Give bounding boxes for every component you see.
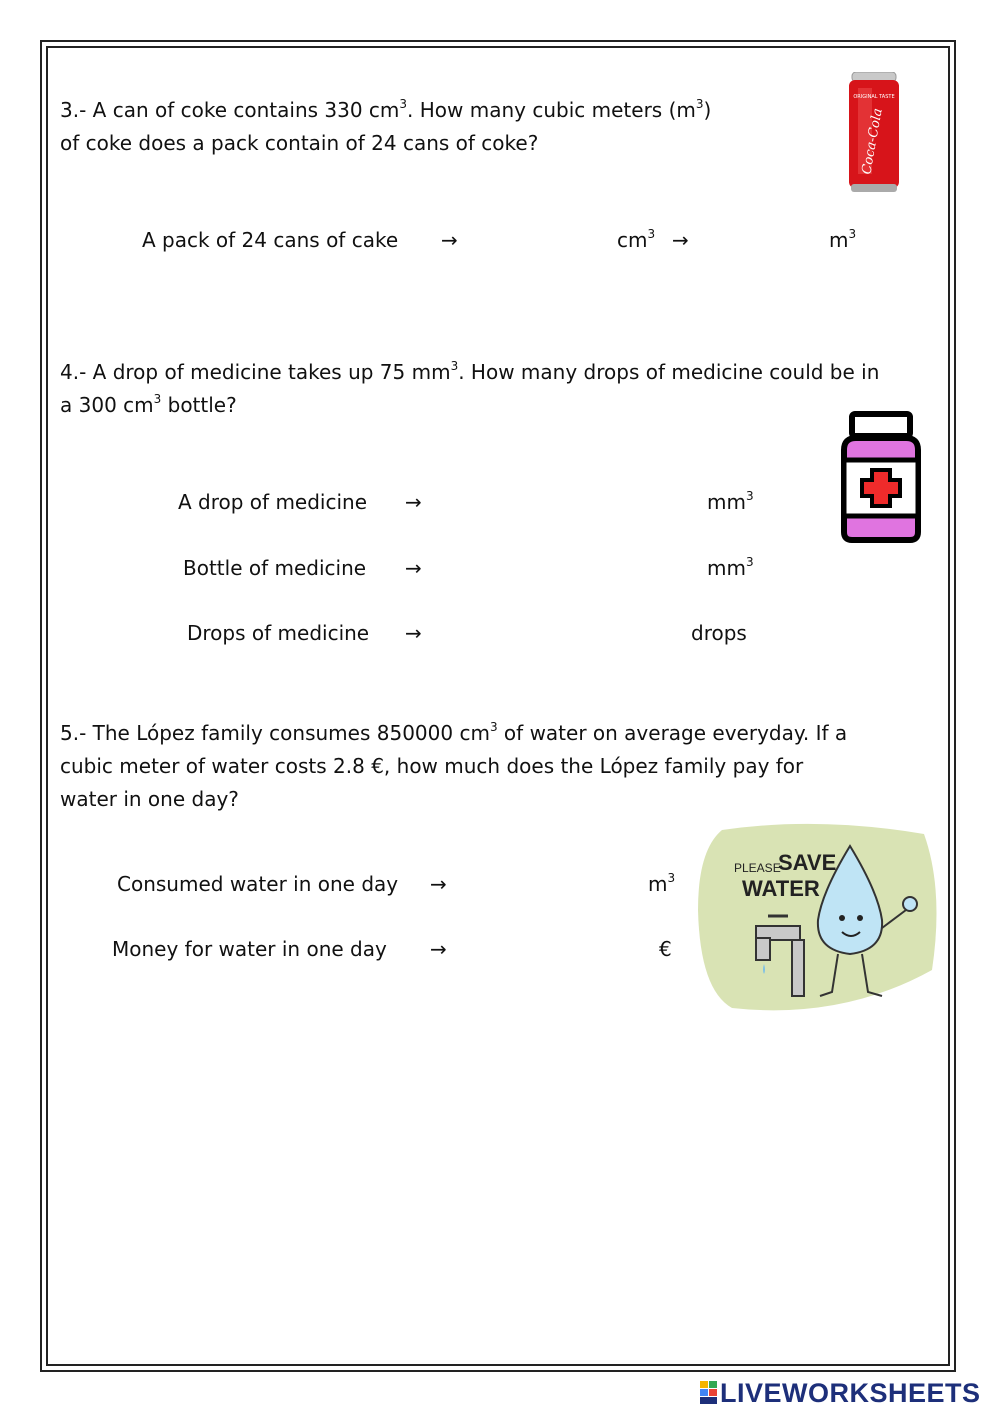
q4-row-3-unit — [691, 621, 747, 645]
q4-line1-b: . How many drops of medicine could be in — [458, 360, 880, 384]
q3-line1-c: ) — [703, 98, 712, 122]
q4-line2-a: a 300 cm — [60, 393, 154, 417]
q3-sup-1: 3 — [399, 97, 408, 111]
q4-row-2-unit-sup: 3 — [745, 555, 754, 569]
save-water-poster — [692, 820, 942, 1018]
q3-unit-2 — [829, 228, 856, 252]
q3-row-label: A pack of 24 cans of cake — [142, 228, 399, 252]
q5-row-2-label: Money for water in one day — [112, 937, 387, 961]
q5-line1-b: of water on average everyday. If a — [497, 721, 848, 745]
q3-unit-1-text: cm — [617, 228, 648, 252]
q4-row-2-unit — [707, 556, 754, 580]
q3-unit-1 — [617, 228, 655, 252]
q5-row-1-arrow: → — [430, 872, 447, 896]
q4-sup-2: 3 — [153, 392, 162, 406]
q4-row-1-arrow: → — [405, 490, 422, 514]
coke-can-label: Coca-Cola — [859, 107, 886, 176]
question-4-text — [60, 356, 950, 422]
liveworksheets-logo-text: LIVEWORKSHEETS — [720, 1378, 981, 1408]
q5-row-2-arrow: → — [430, 937, 447, 961]
q5-row-1-unit-text: m — [648, 872, 668, 896]
q4-row-1-unit-sup: 3 — [745, 489, 754, 503]
poster-water: WATER — [742, 876, 820, 901]
q4-row-2-unit-text: mm — [707, 556, 746, 580]
q4-row-1-unit — [707, 490, 754, 514]
q5-row-2-unit-text: € — [659, 937, 672, 961]
q5-row-2-unit — [659, 937, 672, 961]
q4-row-2-arrow: → — [405, 556, 422, 580]
q4-sup-1: 3 — [450, 359, 459, 373]
q4-line2-b: bottle? — [161, 393, 237, 417]
q5-line3: water in one day? — [60, 787, 239, 811]
svg-text:ORIGINAL TASTE: ORIGINAL TASTE — [853, 94, 895, 100]
q4-row-3-label: Drops of medicine — [187, 621, 370, 645]
liveworksheets-logo-icon — [700, 1381, 718, 1405]
poster-please: PLEASE — [734, 861, 781, 875]
q3-sup-2: 3 — [695, 97, 704, 111]
poster-save: SAVE — [778, 850, 837, 875]
q3-unit-1-sup: 3 — [647, 227, 656, 241]
q4-row-1-unit-text: mm — [707, 490, 746, 514]
question-3-text — [60, 94, 820, 160]
coke-can-icon — [846, 72, 902, 194]
q5-sup-1: 3 — [489, 720, 498, 734]
q3-line1-a: 3.- A can of coke contains 330 cm — [60, 98, 400, 122]
liveworksheets-logo — [700, 1378, 981, 1409]
q4-row-1-label: A drop of medicine — [178, 490, 368, 514]
question-5-text — [60, 717, 950, 816]
q3-unit-2-sup: 3 — [848, 227, 857, 241]
q4-row-3-unit-text: drops — [691, 621, 747, 645]
q3-line2: of coke does a pack contain of 24 cans of coke? — [60, 131, 539, 155]
q4-row-3-arrow: → — [405, 621, 422, 645]
q5-row-1-label: Consumed water in one day — [117, 872, 399, 896]
q5-line1-a: 5.- The López family consumes 850000 cm — [60, 721, 490, 745]
q3-line1-b: . How many cubic meters (m — [407, 98, 696, 122]
q3-arrow-2: → — [672, 228, 689, 252]
q4-row-2-label: Bottle of medicine — [183, 556, 367, 580]
q4-line1-a: 4.- A drop of medicine takes up 75 mm — [60, 360, 451, 384]
q5-row-1-unit — [648, 872, 675, 896]
q5-row-1-unit-sup: 3 — [667, 871, 676, 885]
q3-unit-2-text: m — [829, 228, 849, 252]
q3-arrow-1: → — [441, 228, 458, 252]
q3-row — [142, 228, 398, 252]
medicine-bottle-icon — [834, 410, 928, 544]
q5-line2: cubic meter of water costs 2.8 €, how much does the López family pay for — [60, 754, 804, 778]
